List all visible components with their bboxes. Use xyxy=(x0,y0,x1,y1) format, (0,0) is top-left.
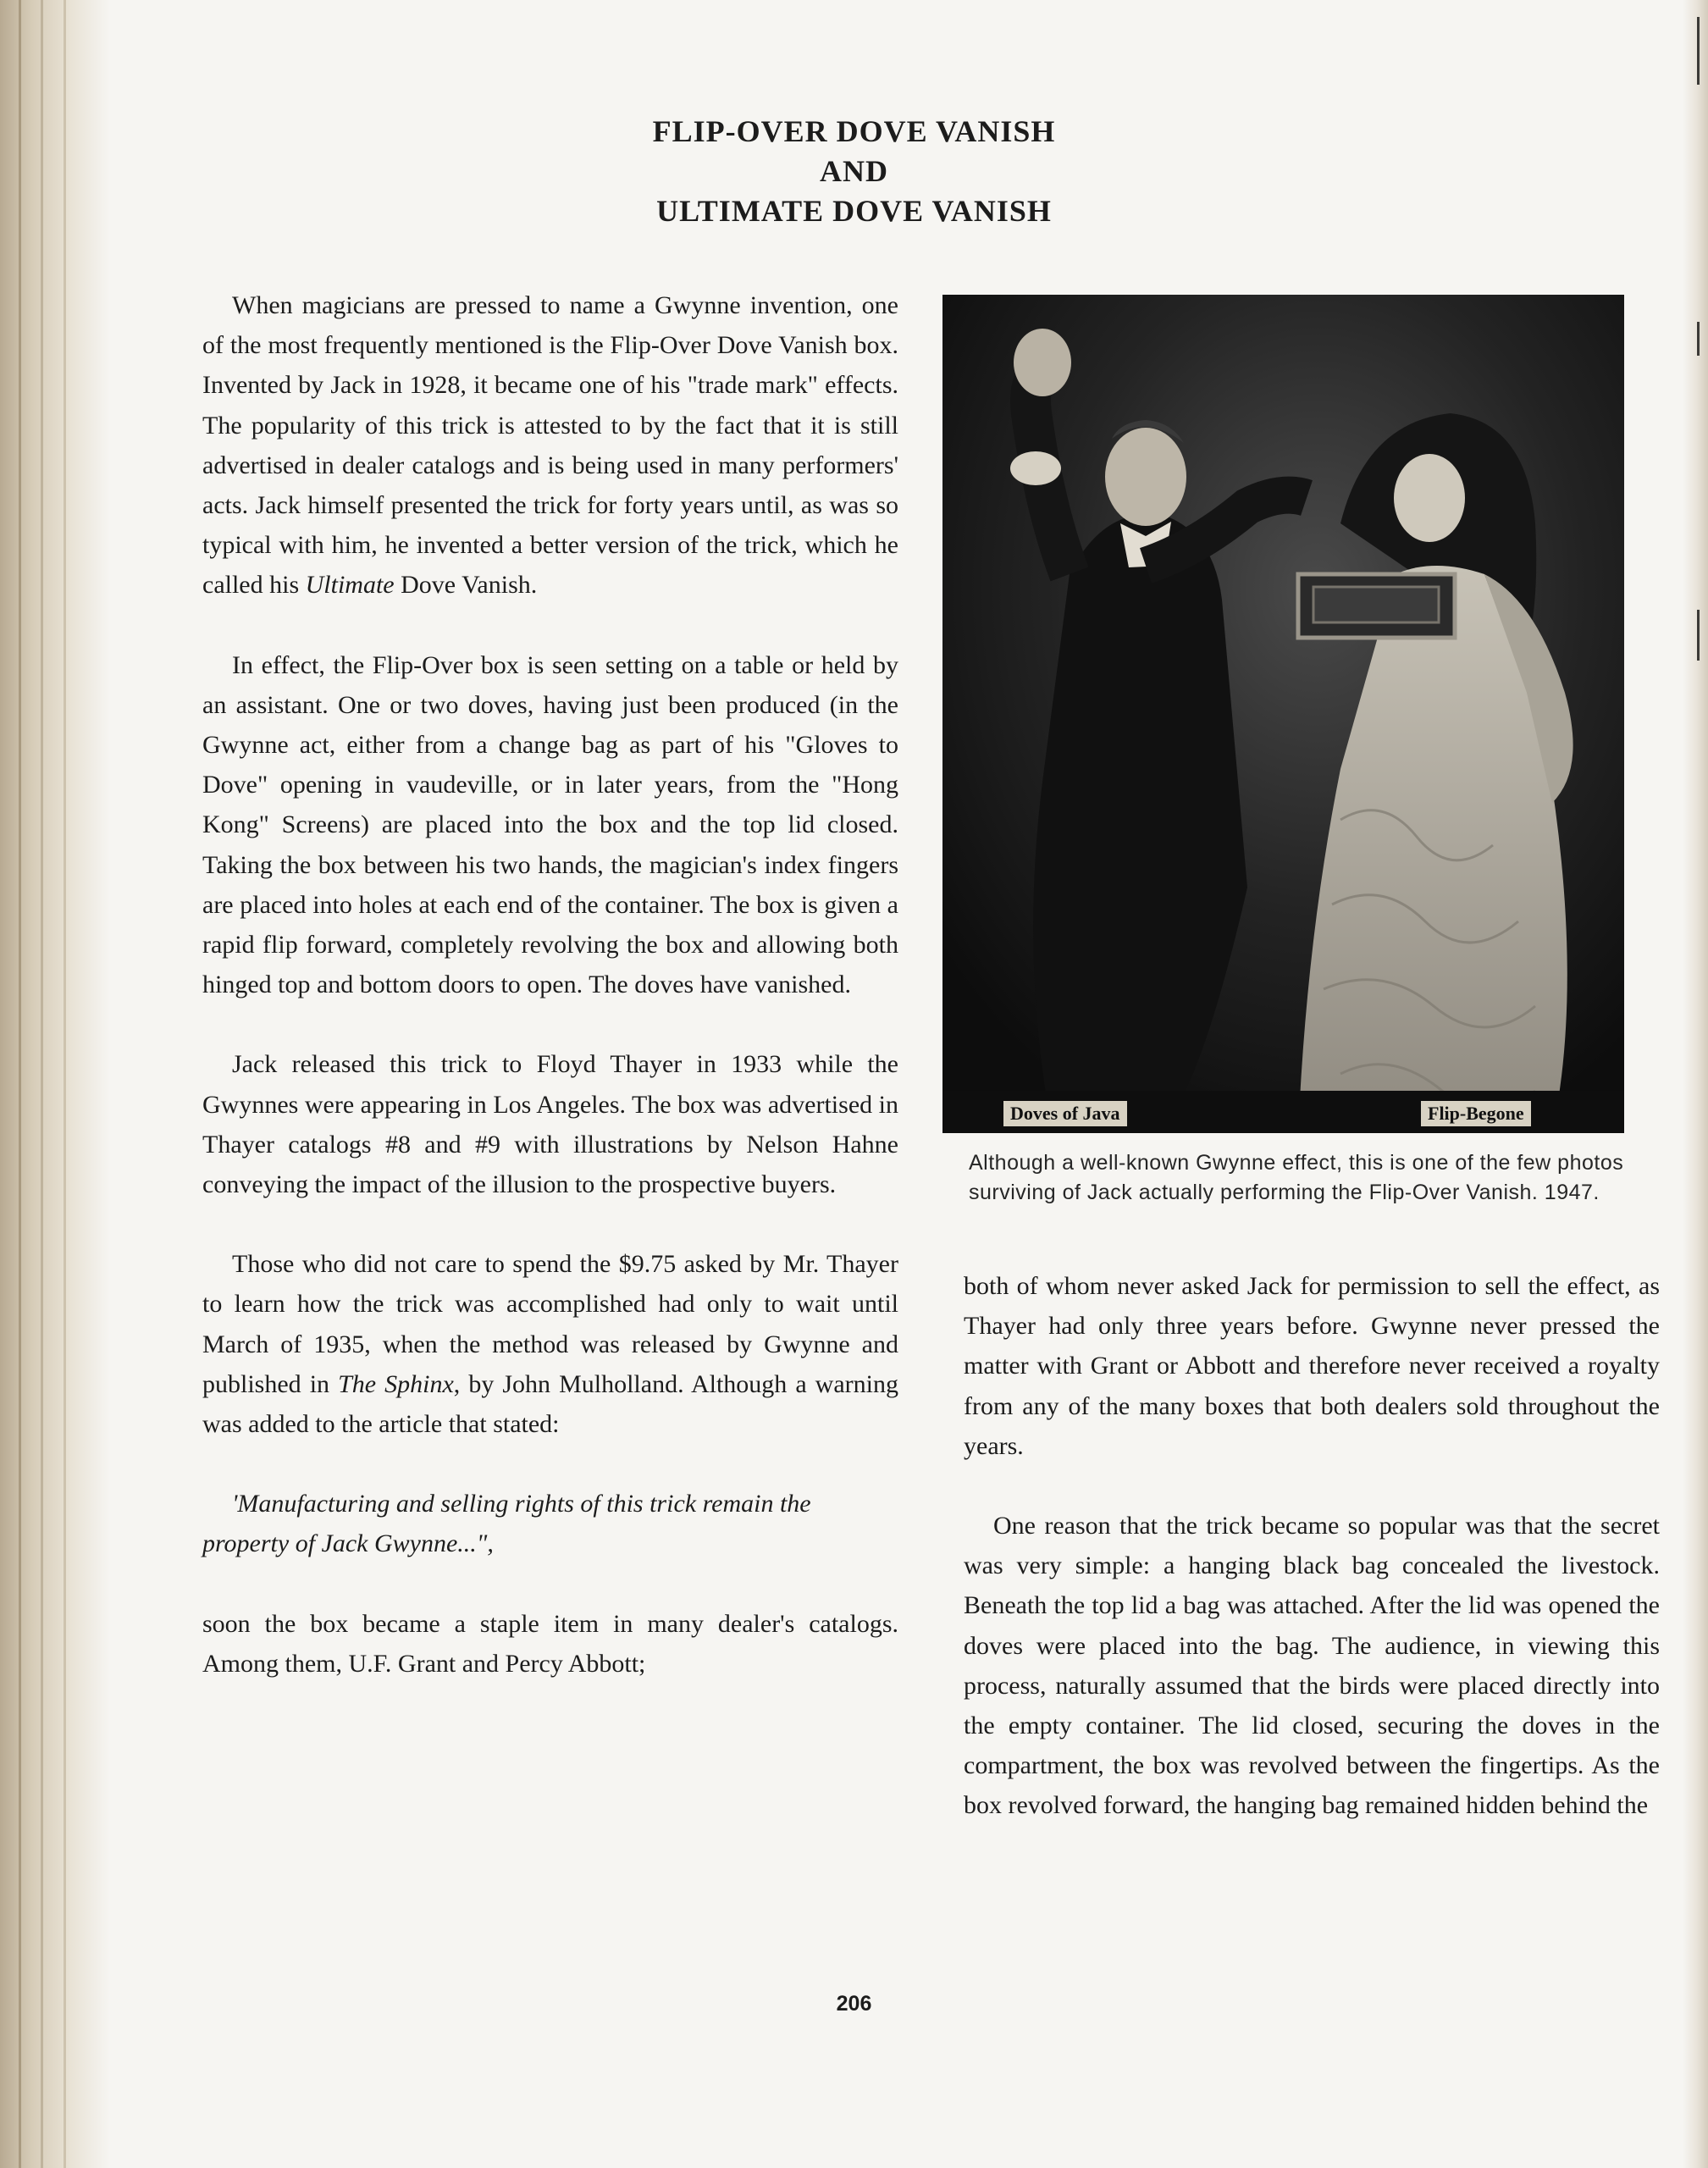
paragraph: When magicians are pressed to name a Gwynne invention, one of the most frequently mentioned is the Flip-Over Dove Vanish box. Invented by Jack in 1928, it became one of his "trade mark" effects. The popularity of this trick is attested to by the fact that it is still advertised in dealer catalogs and is being used in many performers' acts. Jack himself presented the trick for forty years until, as was so typical with him, he invented a better version of the trick, which he called his Ultimate Dove Vanish. xyxy=(202,291,898,600)
photo-label-right: Flip-Begone xyxy=(1421,1101,1531,1126)
photo-illustration xyxy=(942,295,1624,1133)
title-line-1: FLIP-OVER DOVE VANISH xyxy=(652,114,1056,148)
book-binding-shadow xyxy=(0,0,110,2168)
right-column xyxy=(964,1266,1660,1826)
paragraph: In effect, the Flip-Over box is seen setting on a table or held by an assistant. One or two doves, having just been produced (in the Gwynne act, either from a change bag as part of his "Gloves to Dove" opening in vaudeville, or in later years, from the "Hong Kong" Screens) are placed into the box and the top lid closed. Taking the box between his two hands, the magician's index fingers are placed into holes at each end of the container. The box is given a rapid flip forward, completely revolving the box and allowing both hinged top and bottom doors to open. The doves have vanished. xyxy=(202,650,898,999)
paragraph: both of whom never asked Jack for permission to sell the effect, as Thayer had only three years before. Gwynne never pressed the matter with Grant or Abbott and therefore never received a royalty from any of the many boxes that both dealers sold throughout the years. xyxy=(964,1272,1660,1460)
page-edge xyxy=(1683,0,1708,2168)
photo-label-left: Doves of Java xyxy=(1003,1101,1127,1126)
photo-caption: Although a well-known Gwynne effect, this is one of the few photos surviving of Jack actually performing the Flip-Over Vanish. 1947. xyxy=(969,1151,1624,1204)
page-number: 206 xyxy=(836,1992,872,2016)
block-quote: 'Manufacturing and selling rights of this trick remain the property of Jack Gwynne...", xyxy=(202,1490,811,1558)
paragraph: Jack released this trick to Floyd Thayer in 1933 while the Gwynnes were appearing in Los Angeles. The box was advertised in Thayer catalogs #8 and #9 with illustrations by Nelson Hahne conveying the impact of the illusion to the prospective buyers. xyxy=(202,1050,898,1199)
paragraph: One reason that the trick became so popular was that the secret was very simple: a hanging black bag concealed the livestock. Beneath the top lid a bag was attached. After the lid was opened the doves were placed into the bag. The audience, in viewing this process, naturally assumed that the birds were placed directly into the empty container. The lid closed, securing the doves in the compartment, the box was revolved between the fingertips. As the box revolved forward, the hanging bag remained hidden behind the xyxy=(964,1512,1660,1820)
title-line-3: ULTIMATE DOVE VANISH xyxy=(656,194,1052,228)
performance-photo xyxy=(942,295,1624,1133)
paragraph: soon the box became a staple item in many dealer's catalogs. Among them, U.F. Grant and Percy Abbott; xyxy=(202,1609,898,1678)
paragraph: Those who did not care to spend the $9.75 asked by Mr. Thayer to learn how the trick was accomplished had only to wait until March of 1935, when the method was released by Gwynne and published in The Sphinx, by John Mulholland. Although a warning was added to the article that stated: xyxy=(202,1250,898,1439)
title-line-2: AND xyxy=(820,154,888,188)
page-title xyxy=(0,112,1708,231)
left-column xyxy=(202,285,898,1684)
